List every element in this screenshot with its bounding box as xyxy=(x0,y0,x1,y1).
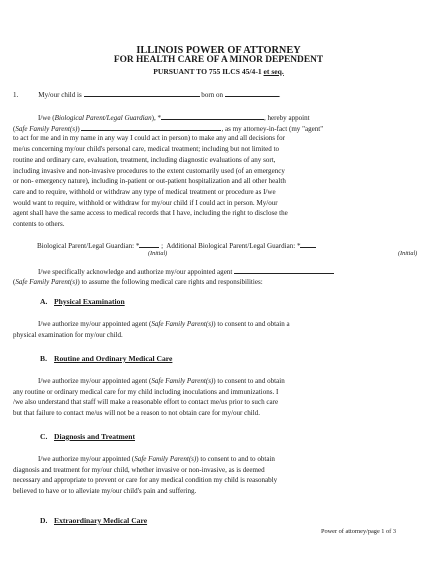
item-1-line xyxy=(13,89,416,101)
appoint-text: Biological Parent/Legal Guardian xyxy=(54,114,152,122)
section-c-title: Diagnosis and Treatment xyxy=(54,432,136,441)
statute-reference xyxy=(10,66,427,77)
item-1-period: . xyxy=(278,91,281,99)
section-d-heading xyxy=(40,516,147,526)
section-a-line-2: physical examination for my/our child. xyxy=(13,330,123,339)
appoint-text: ) xyxy=(77,124,80,133)
section-d-letter: D. xyxy=(40,516,48,525)
section-c-line-3: necessary and appropriate to prevent or care for any medical condition my child is reasonably xyxy=(13,476,278,485)
section-a-text: I/we authorize my/our appointed agent ( xyxy=(38,320,152,328)
ack-text: Safe Family Parent(s) xyxy=(15,277,78,286)
section-c-text: I/we authorize my/our appointed ( xyxy=(38,455,135,463)
appoint-line-7: or non- emergency nature), including in-patient or out-patient hospitalization and all other health xyxy=(13,177,286,186)
section-b-heading xyxy=(40,354,172,364)
appoint-line-8: care and to require, withhold or withdraw any type of medical treatment or procedure as I/we xyxy=(13,187,276,196)
document-title: ILLINOIS POWER OF ATTORNEY xyxy=(136,45,301,56)
appoint-text: ), * xyxy=(151,114,161,122)
section-c-text: Safe Family Parent(s) xyxy=(134,455,197,463)
birth-date-field[interactable] xyxy=(225,89,279,97)
section-a-text: ) to consent to and obtain a xyxy=(213,320,290,328)
initials-separator: ; xyxy=(161,242,164,250)
initial-note-2: (Initial) xyxy=(398,250,418,257)
section-c-line-1 xyxy=(13,454,416,465)
section-b-line-2: any routine or ordinary medical care for my child including inoculations and immunizations. I xyxy=(13,387,279,396)
appoint-text: ( xyxy=(13,124,16,133)
appoint-line-9: would want to require, withhold or withdraw for my/our child if I could act in person. My/our xyxy=(13,198,278,207)
bio-initials-label: Biological Parent/Legal Guardian: * xyxy=(37,242,140,250)
appoint-text: I/we ( xyxy=(38,114,55,122)
bio-initials-field[interactable] xyxy=(139,240,159,248)
section-c-letter: C. xyxy=(40,432,48,441)
section-b-title: Routine and Ordinary Medical Care xyxy=(54,354,173,363)
section-a-text: Safe Family Parent(s) xyxy=(151,320,214,328)
appoint-line-6: including invasive and non-invasive procedures to the extent customarily used (of an emergency xyxy=(13,166,285,175)
statute-suffix: et seq. xyxy=(263,67,284,76)
section-c-text: ) to consent to and to obtain xyxy=(196,455,275,463)
section-c-line-2: diagnosis and treatment for my/our child, whether invasive or non-invasive, as is deemed xyxy=(13,465,265,474)
appoint-line-4: me/us concerning my/our child's personal care, medical treatment; including but not limited to xyxy=(13,145,280,154)
initials-line xyxy=(37,240,437,252)
guardian-name-field[interactable] xyxy=(161,112,264,120)
appoint-text: Safe Family Parent(s) xyxy=(15,124,78,133)
section-a-title: Physical Examination xyxy=(54,297,125,306)
section-b-text: I/we authorize my/our appointed agent ( xyxy=(38,377,152,385)
appoint-text: , hereby appoint xyxy=(264,114,310,122)
section-b-letter: B. xyxy=(40,354,47,363)
page-footer: Power of attorney/page 1 of 3 xyxy=(320,528,396,535)
appoint-text: , as my attorney-in-fact (my "agent" xyxy=(221,124,324,133)
statute-prefix: PURSUANT TO 755 ILCS 45/4-1 xyxy=(153,67,264,76)
ack-text: ) to assume the following medical care rights and responsibilities: xyxy=(77,277,263,286)
item-1-born-label: born on xyxy=(201,91,224,99)
section-b-line-1 xyxy=(13,376,416,387)
ack-text: I/we specifically acknowledge and authorize my/our appointed agent xyxy=(38,268,233,276)
appoint-line-5: routine and ordinary care, evaluation, treatment, including diagnostic evaluations of any sort, xyxy=(13,155,276,164)
ack-agent-field[interactable] xyxy=(234,266,334,274)
appoint-line-3: to act for me and in my name in any way I could act in person) to make any and all decisions for xyxy=(13,134,286,143)
appoint-line-11: contents to others. xyxy=(13,220,65,228)
additional-initials-label: Additional Biological Parent/Legal Guardian: * xyxy=(166,242,301,250)
section-a-heading xyxy=(40,297,125,307)
section-a-line-1 xyxy=(13,319,416,330)
child-name-field[interactable] xyxy=(84,89,200,97)
ack-text: ( xyxy=(13,277,16,286)
section-b-line-4: but that failure to contact me/us will not be a reason to not obtain care for my/our child. xyxy=(13,409,260,418)
section-b-line-3: /we also understand that staff will make a reasonable effort to contact me/us prior to such care xyxy=(13,398,279,407)
section-c-heading xyxy=(40,432,135,442)
section-c-line-4: believed to have or to alleviate my/our child's pain and suffering. xyxy=(13,487,197,496)
item-1-child-label: My/our child is xyxy=(38,91,82,99)
additional-initials-field[interactable] xyxy=(300,240,316,248)
document-subtitle: FOR HEALTH CARE OF A MINOR DEPENDENT xyxy=(113,55,324,65)
agent-name-field[interactable] xyxy=(81,123,221,131)
section-a-letter: A. xyxy=(40,297,48,306)
item-1-number: 1. xyxy=(13,91,19,99)
section-d-title: Extraordinary Medical Care xyxy=(54,516,148,525)
initial-note-1: (Initial) xyxy=(148,250,168,257)
appoint-line-10: agent shall have the same access to medical records that I have, including the right to disclose the xyxy=(13,209,288,218)
section-b-text: ) to consent to and obtain xyxy=(213,377,285,385)
ack-line-2 xyxy=(13,277,416,288)
section-b-text: Safe Family Parent(s) xyxy=(151,377,214,385)
